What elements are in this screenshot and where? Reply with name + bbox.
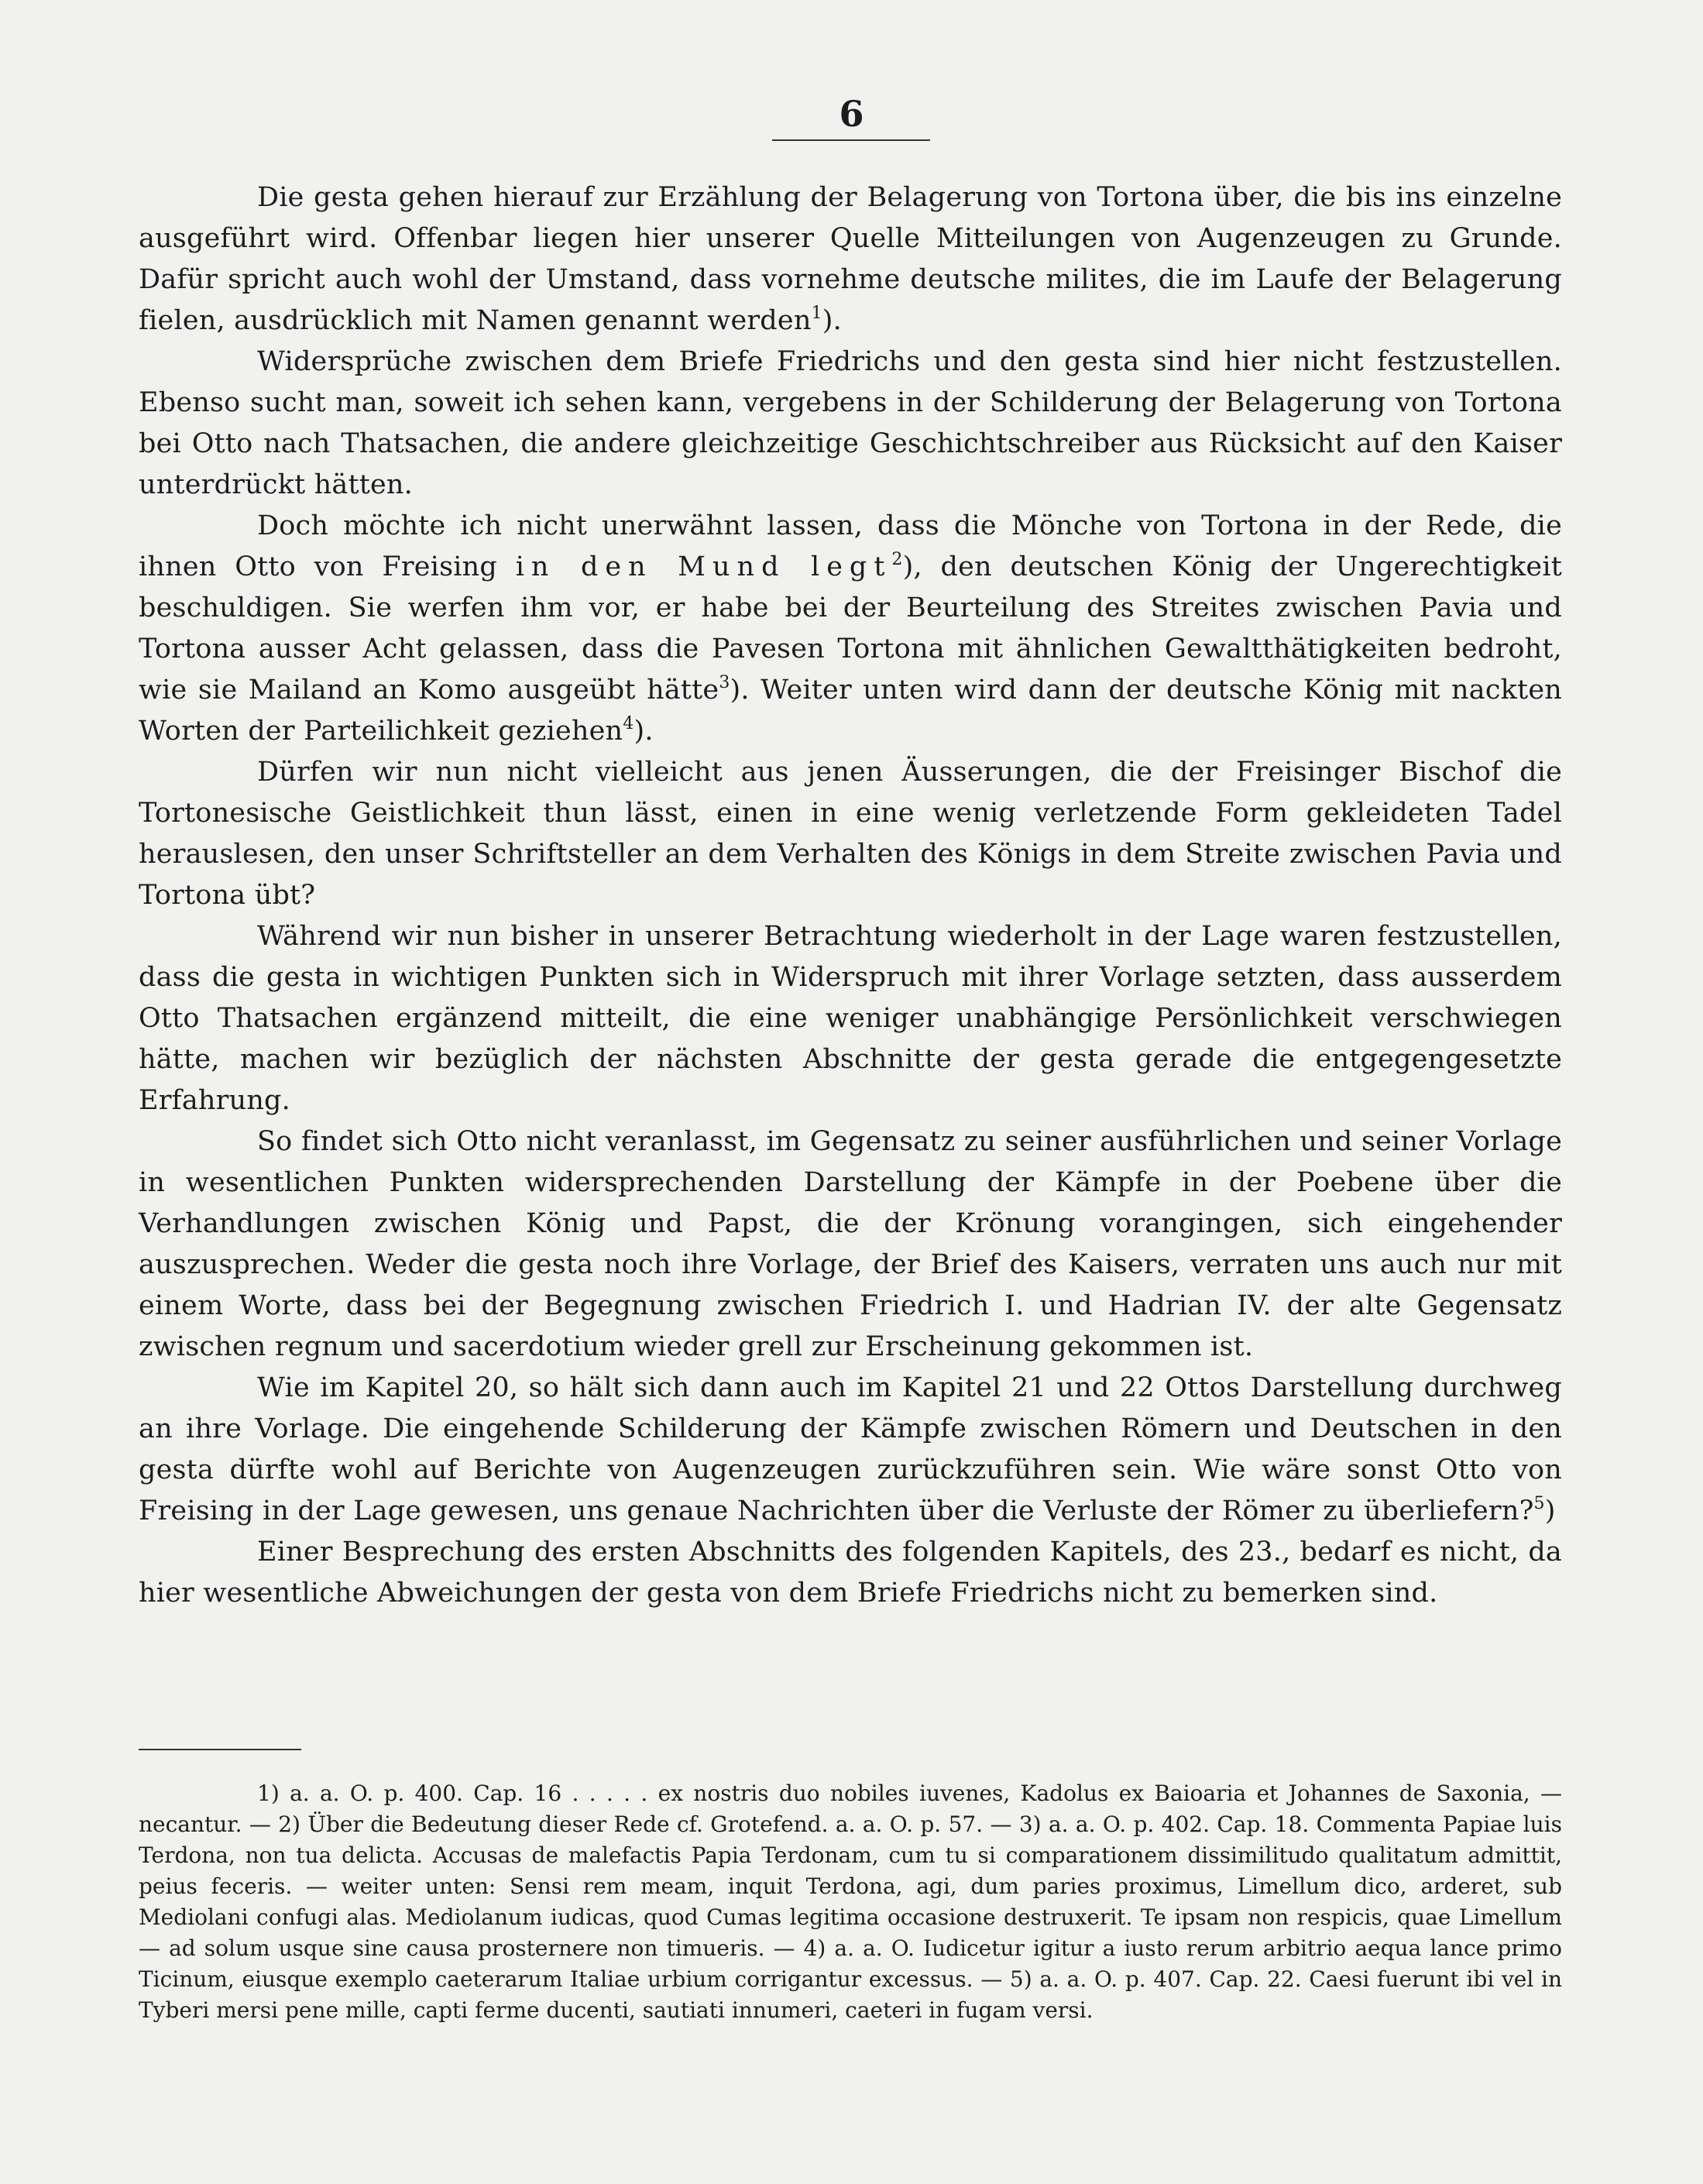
footnote-rule (139, 1749, 301, 1750)
paragraph-1: Die gesta gehen hierauf zur Erzählung der Belagerung von Tortona über, die bis ins einzelne ausgeführt wird. Offenbar liegen hier unserer Quelle Mitteilungen von Augenzeugen zu Grunde. Dafür spricht auch wohl der Umstand, dass vornehme deutsche milites, die im Laufe der Belagerung fielen, ausdrücklich mit Namen genannt werden$^1$). (139, 182, 1562, 336)
page-number: 6 (839, 93, 864, 135)
footnote-ref-3: 3 (719, 673, 730, 692)
footnote-ref-2: 2 (891, 550, 903, 569)
paragraph-6: So findet sich Otto nicht veranlasst, im Gegensatz zu seiner ausführlichen und seiner Vorlage in wesentlichen Punkten widersprechenden Darstellung der Kämpfe in der Poebene über die Verhandlungen zwischen König und Papst, die der Krönung vorangingen, sich eingehender auszusprechen. Weder die gesta noch ihre Vorlage, der Brief des Kaisers, verraten uns auch nur mit einem Worte, dass bei der Begegnung zwischen Friedrich I. und Hadrian IV. der alte Gegensatz zwischen regnum und sacerdotium wieder grell zur Erscheinung gekommen ist. (139, 1126, 1562, 1362)
body-text (139, 177, 1562, 1614)
paragraph-7: Wie im Kapitel 20, so hält sich dann auch im Kapitel 21 und 22 Ottos Darstellung durchweg an ihre Vorlage. Die eingehende Schilderung der Kämpfe zwischen Römern und Deutschen in den gesta dürfte wohl auf Berichte von Augenzeugen zurückzuführen sein. Wie wäre sonst Otto von Freising in der Lage gewesen, uns genaue Nachrichten über die Verluste der Römer zu überliefern?$^5$) (139, 1372, 1562, 1526)
footnotes (139, 1778, 1562, 2026)
footnote-ref-4: 4 (623, 714, 634, 733)
footnotes-text: 1) a. a. O. p. 400. Cap. 16 . . . . . ex nostris duo nobiles iuvenes, Kadolus ex Baioaria et Johannes de Saxonia, — necantur. — 2) Über die Bedeutung dieser Rede cf. Grotefend. a. a. O. p. 57. — 3) a. a. O. p. 402. Cap. 18. Commenta Papiae luis Terdona, non tua delicta. Accusas de malefactis Papia Terdonam, cum tu si comparationem dissimilitudo qualitatum admittit, peius feceris. — weiter unten: Sensi rem meam, inquit Terdona, agi, dum paries proximus, Limellum dico, arderet, sub Mediolani confugi alas. Mediolanum iudicas, quod Cumas legitima occasione destruxerit. Te ipsam non respicis, quae Limellum — ad solum usque sine causa prosternere non timueris. — 4) a. a. O. Iudicetur igitur a iusto rerum arbitrio aequa lance primo Ticinum, eiusque exemplo caeterarum Italiae urbium corrigantur excessus. — 5) a. a. O. p. 407. Cap. 22. Caesi fuerunt ibi vel in Tyberi mersi pene mille, capti ferme ducenti, sautiati innumeri, caeteri in fugam versi. (139, 1781, 1562, 2023)
header-rule (772, 139, 930, 141)
paragraph-5: Während wir nun bisher in unserer Betrachtung wiederholt in der Lage waren festzustellen, dass die gesta in wichtigen Punkten sich in Widerspruch mit ihrer Vorlage setzten, dass ausserdem Otto Thatsachen ergänzend mitteilt, die eine weniger unabhängige Persönlichkeit verschwiegen hätte, machen wir bezüglich der nächsten Abschnitte der gesta gerade die entgegengesetzte Erfahrung. (139, 921, 1562, 1116)
paragraph-4: Dürfen wir nun nicht vielleicht aus jenen Äusserungen, die der Freisinger Bischof die Tortonesische Geistlichkeit thun lässt, einen in eine wenig verletzende Form gekleideten Tadel herauslesen, den unser Schriftsteller an dem Verhalten des Königs in dem Streite zwischen Pavia und Tortona übt? (139, 757, 1562, 911)
paragraph-3: Doch möchte ich nicht unerwähnt lassen, dass die Mönche von Tortona in der Rede, die ihnen Otto von Freising in den Mund legt$^2$), den deutschen König der Ungerechtigkeit beschuldigen. Sie werfen ihm vor, er habe bei der Beurteilung des Streites zwischen Pavia und Tortona ausser Acht gelassen, dass die Pavesen Tortona mit ähnlichen Gewaltthätigkeiten bedroht, wie sie Mailand an Komo ausgeübt hätte$^3$). Weiter unten wird dann der deutsche König mit nackten Worten der Parteilichkeit geziehen$^4$). (139, 510, 1563, 747)
footnote-ref-1: 1 (811, 304, 822, 323)
spaced-emphasis: in den Mund legt (515, 551, 892, 582)
paragraph-2: Widersprüche zwischen dem Briefe Friedrichs und den gesta sind hier nicht festzustellen. Ebenso sucht man, soweit ich sehen kann, vergebens in der Schilderung der Belagerung von Tortona bei Otto nach Thatsachen, die andere gleichzeitige Geschichtschreiber aus Rücksicht auf den Kaiser unterdrückt hätten. (139, 346, 1562, 500)
paragraph-8: Einer Besprechung des ersten Abschnitts des folgenden Kapitels, des 23., bedarf es nicht, da hier wesentliche Abweichungen der gesta von dem Briefe Friedrichs nicht zu bemerken sind. (139, 1537, 1562, 1609)
footnote-ref-5: 5 (1533, 1494, 1545, 1513)
